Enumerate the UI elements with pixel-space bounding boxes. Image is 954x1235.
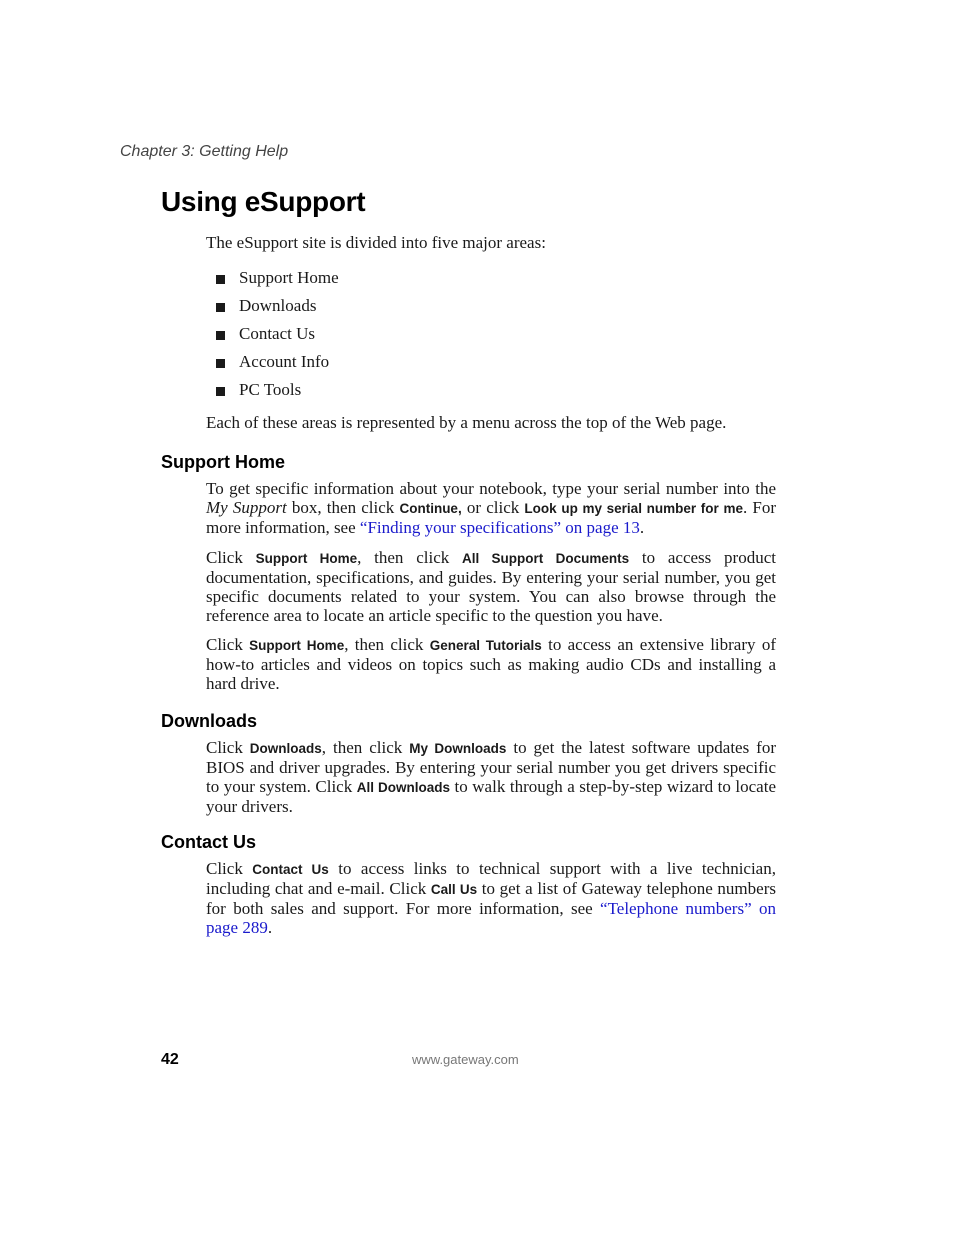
downloads-heading: Downloads <box>161 711 258 731</box>
area-label: Downloads <box>239 296 317 315</box>
area-label: Contact Us <box>239 324 316 343</box>
support-home-ui-label: Support Home <box>255 551 358 566</box>
text-run: or click <box>461 497 525 517</box>
support-home-heading: Support Home <box>161 452 285 472</box>
intro-text: The eSupport site is divided into five major areas: <box>206 233 546 252</box>
text-run: , then click <box>344 635 430 654</box>
square-bullet-icon <box>216 331 225 340</box>
contact-us-paragraph <box>206 860 776 938</box>
page-number: 42 <box>161 1051 179 1068</box>
all-support-documents-ui-label: All Support Documents <box>462 551 630 566</box>
text-run: Click <box>206 859 253 878</box>
area-label: Support Home <box>239 268 339 287</box>
contact-us-ui-label: Contact Us <box>252 862 329 877</box>
area-label: PC Tools <box>239 380 302 399</box>
list-item <box>216 292 339 320</box>
support-home-ui-label: Support Home <box>249 638 345 653</box>
text-run: . For more information, see <box>206 497 777 537</box>
area-label: Account Info <box>239 352 330 371</box>
text-run: . <box>267 917 273 937</box>
support-home-paragraph-3 <box>206 636 776 694</box>
support-home-paragraph-2 <box>206 549 776 626</box>
text-run: to access product documentation, specifications, and guides. By entering your serial number, you get specific documents related to your system. You can also browse through the reference area to locate an article specific to the question you have. <box>206 548 776 625</box>
my-support-term: My Support <box>206 497 287 517</box>
text-run: box, then click <box>286 497 400 517</box>
text-run: to access links to technical support with a live technician, including chat and e-mail. Click <box>206 859 776 898</box>
list-item <box>216 320 339 348</box>
areas-note: Each of these areas is represented by a menu across the top of the Web page. <box>206 413 727 432</box>
square-bullet-icon <box>216 387 225 396</box>
list-item <box>216 264 339 292</box>
square-bullet-icon <box>216 359 225 368</box>
call-us-ui-label: Call Us <box>430 881 478 897</box>
square-bullet-icon <box>216 303 225 312</box>
footer-url: www.gateway.com <box>412 1052 519 1067</box>
areas-list <box>216 264 339 404</box>
text-run: , then click <box>357 548 463 567</box>
text-run: Click <box>206 635 250 654</box>
downloads-ui-label: Downloads <box>249 741 322 756</box>
text-run: To get specific information about your notebook, type your serial number into the <box>206 479 776 498</box>
text-run: . <box>639 517 645 537</box>
text-run: to get the latest software updates for BIOS and driver upgrades. By entering your serial number you get drivers specific to your system. Click <box>206 738 776 796</box>
support-home-paragraph-1 <box>206 480 776 538</box>
page-title: Using eSupport <box>161 186 366 217</box>
chapter-header: Chapter 3: Getting Help <box>120 143 289 160</box>
text-run: , then click <box>321 738 410 757</box>
text-run: to walk through a step-by-step wizard to locate your drivers. <box>206 776 776 816</box>
text-run: Click <box>206 548 256 567</box>
list-item <box>216 376 339 404</box>
text-run: to access an extensive library of how-to articles and videos on topics such as making audio CDs and installing a hard drive. <box>206 635 776 693</box>
downloads-paragraph <box>206 739 776 817</box>
text-run: to get a list of Gateway telephone numbers for both sales and support. For more information, see <box>206 878 776 918</box>
my-downloads-ui-label: My Downloads <box>409 741 507 756</box>
telephone-numbers-link[interactable]: “Telephone numbers” on page 289 <box>206 898 776 937</box>
contact-us-heading: Contact Us <box>161 832 257 852</box>
all-downloads-ui-label: All Downloads <box>356 779 451 795</box>
finding-specifications-link[interactable]: “Finding your specifications” on page 13 <box>359 517 640 537</box>
text-run: Click <box>206 738 250 757</box>
continue-ui-label: Continue, <box>399 500 462 516</box>
square-bullet-icon <box>216 275 225 284</box>
list-item <box>216 348 339 376</box>
lookup-serial-ui-label: Look up my serial number for me <box>524 500 743 516</box>
general-tutorials-ui-label: General Tutorials <box>429 638 542 653</box>
